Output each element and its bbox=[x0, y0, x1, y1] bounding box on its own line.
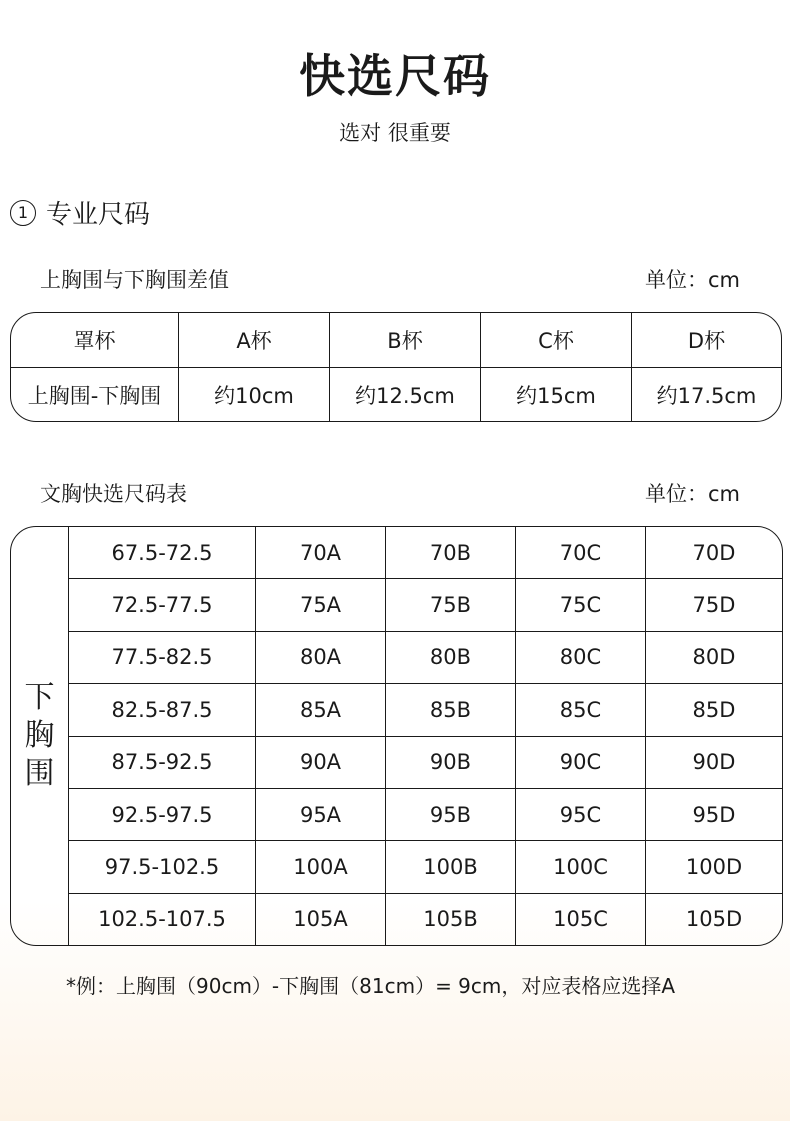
size-cell: 80D bbox=[645, 632, 782, 683]
cup-table-unit: 单位：cm bbox=[644, 268, 740, 292]
size-cell: 85D bbox=[645, 684, 782, 735]
cup-table-header-row bbox=[11, 313, 781, 367]
table-cell: 约17.5cm bbox=[631, 368, 781, 422]
underbust-range-cell: 102.5-107.5 bbox=[98, 907, 226, 932]
size-cell: 105B bbox=[385, 894, 515, 945]
size-cell: 90D bbox=[645, 737, 782, 788]
underbust-range-cell: 77.5-82.5 bbox=[111, 645, 213, 670]
size-cell: 100D bbox=[645, 841, 782, 892]
size-cell: 75C bbox=[515, 579, 645, 630]
size-table-caption bbox=[40, 478, 740, 508]
side-label-underbust bbox=[11, 527, 69, 945]
size-cell: 105C bbox=[515, 894, 645, 945]
underbust-range-cell: 97.5-102.5 bbox=[104, 854, 220, 879]
side-label-char: 围 bbox=[24, 756, 55, 791]
size-cell: 70A bbox=[255, 527, 385, 578]
size-cell: 80C bbox=[515, 632, 645, 683]
table-cell: 约12.5cm bbox=[329, 368, 480, 422]
section-title: 专业尺码 bbox=[46, 200, 151, 230]
cup-table-value-row bbox=[11, 367, 781, 422]
table-header-cell: B杯 bbox=[329, 313, 480, 367]
size-cell: 90A bbox=[255, 737, 385, 788]
size-cell: 70D bbox=[645, 527, 782, 578]
side-label-char: 下 bbox=[24, 680, 55, 715]
table-cell: 约15cm bbox=[480, 368, 631, 422]
page-subtitle: 选对 很重要 bbox=[339, 121, 451, 145]
underbust-range-cell: 67.5-72.5 bbox=[111, 540, 213, 565]
example-note: *例：上胸围（90cm）-下胸围（81cm）= 9cm，对应表格应选择A bbox=[66, 974, 676, 998]
side-label-char: 胸 bbox=[24, 718, 55, 753]
underbust-range-cell: 82.5-87.5 bbox=[111, 697, 213, 722]
size-cell: 100A bbox=[255, 841, 385, 892]
size-cell: 100B bbox=[385, 841, 515, 892]
table-header-cell: A杯 bbox=[178, 313, 329, 367]
underbust-range-cell: 72.5-77.5 bbox=[111, 593, 213, 618]
size-cell: 95B bbox=[385, 789, 515, 840]
size-cell: 75B bbox=[385, 579, 515, 630]
size-cell: 105A bbox=[255, 894, 385, 945]
table-header-cell: 罩杯 bbox=[73, 329, 116, 353]
table-header-cell: D杯 bbox=[631, 313, 781, 367]
underbust-range-cell: 92.5-97.5 bbox=[111, 802, 213, 827]
size-cell: 80B bbox=[385, 632, 515, 683]
table-row bbox=[69, 840, 782, 892]
size-cell: 95D bbox=[645, 789, 782, 840]
table-cell: 约10cm bbox=[178, 368, 329, 422]
cup-difference-table bbox=[10, 312, 782, 422]
cup-table-caption bbox=[40, 264, 740, 294]
section-number: 1 bbox=[10, 200, 36, 226]
size-cell: 90C bbox=[515, 737, 645, 788]
size-cell: 85B bbox=[385, 684, 515, 735]
size-cell: 95C bbox=[515, 789, 645, 840]
size-cell: 90B bbox=[385, 737, 515, 788]
page-title: 快选尺码 bbox=[299, 49, 491, 103]
table-row bbox=[69, 527, 782, 578]
size-cell: 75A bbox=[255, 579, 385, 630]
section-heading bbox=[10, 194, 150, 231]
size-cell: 70C bbox=[515, 527, 645, 578]
size-cell: 85A bbox=[255, 684, 385, 735]
size-table-label: 文胸快选尺码表 bbox=[40, 482, 187, 506]
table-row bbox=[69, 788, 782, 840]
size-cell: 70B bbox=[385, 527, 515, 578]
size-cell: 80A bbox=[255, 632, 385, 683]
size-chart-table bbox=[10, 526, 783, 946]
cup-table-label: 上胸围与下胸围差值 bbox=[40, 268, 229, 292]
size-cell: 75D bbox=[645, 579, 782, 630]
table-row bbox=[69, 736, 782, 788]
table-row bbox=[69, 578, 782, 630]
table-header-cell: C杯 bbox=[480, 313, 631, 367]
size-cell: 85C bbox=[515, 684, 645, 735]
size-cell: 100C bbox=[515, 841, 645, 892]
table-cell: 上胸围-下胸围 bbox=[27, 384, 162, 408]
table-row bbox=[69, 893, 782, 945]
size-cell: 105D bbox=[645, 894, 782, 945]
table-row bbox=[69, 683, 782, 735]
underbust-range-cell: 87.5-92.5 bbox=[111, 750, 213, 775]
size-cell: 95A bbox=[255, 789, 385, 840]
size-grid bbox=[69, 527, 782, 945]
size-table-unit: 单位：cm bbox=[644, 482, 740, 506]
table-row bbox=[69, 631, 782, 683]
